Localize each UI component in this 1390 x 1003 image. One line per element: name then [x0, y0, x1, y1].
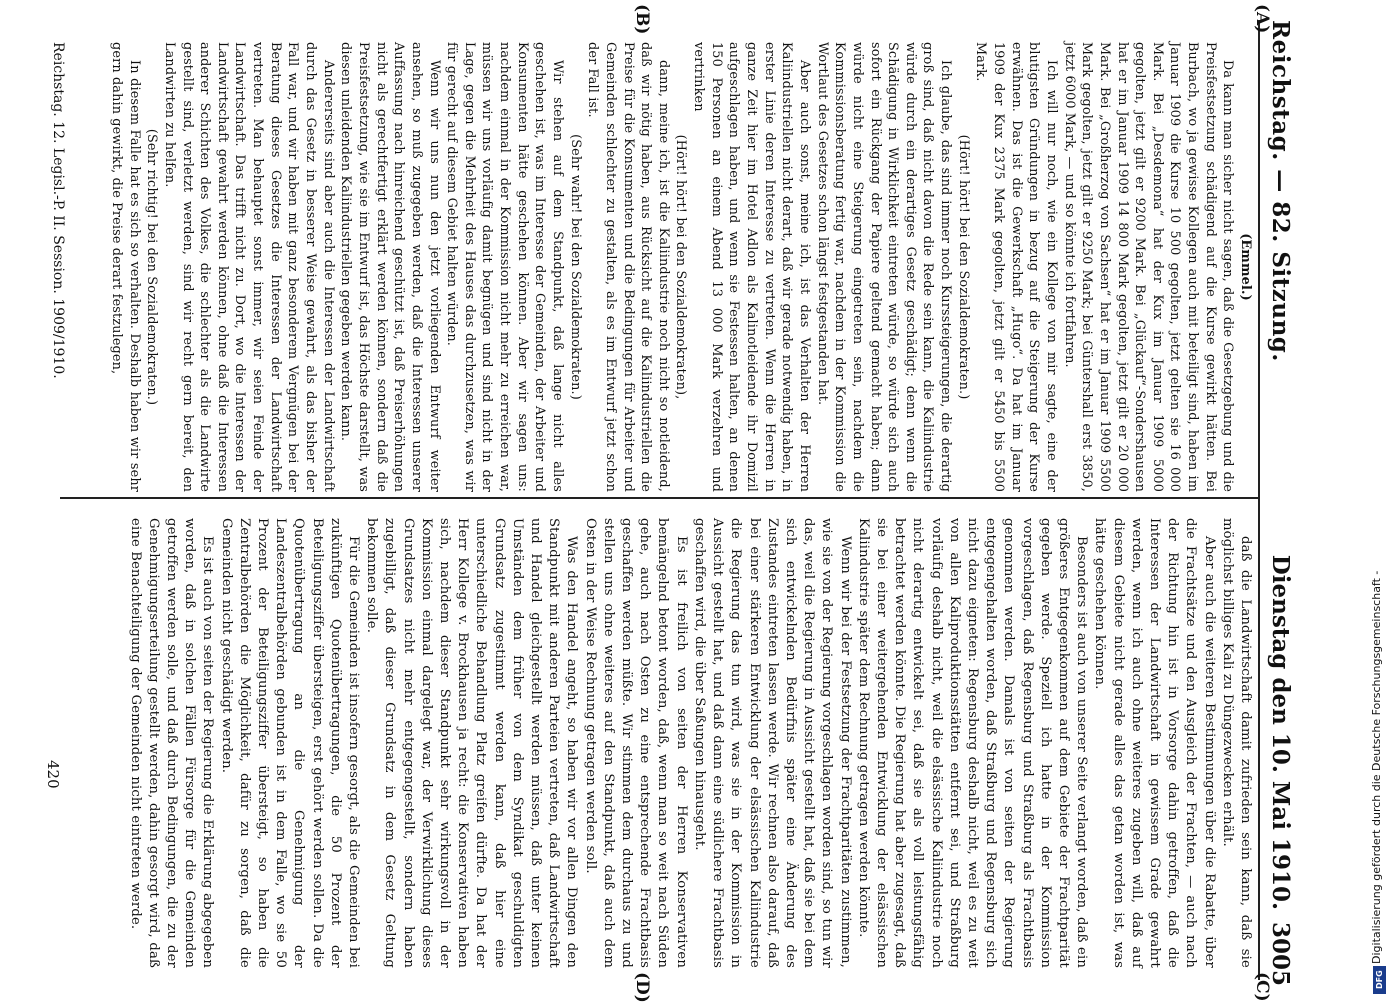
- paragraph: Wenn wir bei der Festsetzung der Frachtparitäten zustimmen, wie sie von der Regierung vorgeschlagen worden sind, so tun wir das, weil die Regierung in Aussicht gestellt hat, daß sie bei dem sich entwickelnden Bedürfnis später eine Änderung des Zustandes eintreten lassen werde. Wir rechnen also darauf, daß bei einer stärkeren Entwicklung der elsässischen Kaliindustrie die Regierung das tun wird, was sie in der Kommission in Aussicht gestellt hat, und daß dann eine südlichere Frachtbasis geschaffen wird, die über Saßungen hinausgeht.: [691, 518, 853, 968]
- paragraph: Aber auch sonst, meine ich, ist das Verhalten der Herren Kaliindustriellen nicht derart, daß wir gerade notwendig haben, in erster Linie deren Interesse zu vertreten. Wenn die Herren in ganze Zeit hier im Hotel Adlon als Kalinotleidende ihr Domizil aufgeschlagen haben, und wenn sie Festessen halten, an denen 150 Personen an einem Abend 13 000 Mark verzehren und vertrinken: [691, 42, 812, 492]
- digitization-sidebar: [1370, 0, 1384, 1000]
- left-column: [107, 42, 1254, 492]
- document-page: [2, 0, 1312, 1003]
- margin-marker-a: (A): [1252, 4, 1272, 34]
- paragraph: Wir stehen auf dem Standpunkt, daß lange nicht alles geschehen ist, was im Interesse der Gemeinden, der Arbeiter und Konsumenten hätte geschehen können. Aber wir sagen uns: nachdem einmal in der Kommission nicht mehr zu erreichen war, müssen wir uns vorläufig damit begnügen und sind nicht in der Lage, gegen die Mehrheit des Hauses das durchzusetzen, was wir für gerecht auf diesem Gebiet halten würden.: [444, 42, 566, 492]
- paragraph: Ich will nur noch, wie ein Kollege von mir sagte, eine der blutigsten Gründungen in bezug auf die Steigerung der Kurse erwähnen. Das ist die Gewerkschaft „Hugo“. Da hat im Januar 1909 der Kux 2375 Mark gegolten, jetzt gilt er 5450 bis 5500 Mark.: [973, 42, 1059, 492]
- paragraph: dann, meine ich, ist die Kaliindustrie noch nicht so notleidend, daß wir nötig haben, aus Rücksicht auf die Kaliindustriellen die Preise für die Konsumenten und die Bedingungen für Arbeiter und Gemeinden schlechter zu gestalten, als es im Entwurf jetzt schon der Fall ist.: [585, 42, 671, 492]
- footer-session: Reichstag. 12. Legisl.-P. II. Session. 1909/1910.: [50, 42, 66, 379]
- funding-credit: Digitalisierung gefördert durch die Deutsche Forschungsgemeinschaft -: [1370, 570, 1383, 964]
- speaker-name: (Emmel.): [1238, 233, 1253, 301]
- interjection: (Sehr wahr! bei den Sozialdemokraten.): [567, 134, 583, 400]
- paragraph: Es ist freilich von seiten der Herren Konservativen bemängelnd betont worden, daß, wenn man so weit nach Süden gehe, auch nach Osten zu eine entsprechende Frachtbasis geschaffen werden müßte. Wir stimmen dem durchaus zu und stellen uns ohne weiteres auf den Standpunkt, daß auch dem Osten in der Weise Rechnung getragen werden soll.: [582, 518, 689, 968]
- paragraph: Aber auch die weiteren Bestimmungen über die Rabatte, über die Frachtsätze und den Ausgleich der Frachten, — auch nach der Richtung hin ist in Vorsorge dahin getroffen, daß die Interessen der Landwirtschaft in gewissem Grade gewahrt werden, wenn ich auch ohne weiteres zugeben will, daß auf diesem Gebiete nicht gerade alles das getan worden ist, was hätte geschehen können.: [1092, 518, 1217, 968]
- interjection: (Sehr richtig! bei den Sozialdemokraten.): [144, 128, 160, 406]
- margin-marker-c: (C): [1252, 972, 1272, 1002]
- interjection: (Hört! hört! bei den Sozialdemokraten),: [673, 134, 689, 400]
- interjection: (Hört! hört! bei den Sozialdemokraten.): [955, 134, 971, 400]
- paragraph: daß die Landwirtschaft damit zufrieden sein kann, daß sie möglichst billiges Kali zu Düngezwecken erhält.: [1219, 518, 1253, 968]
- paragraph: Für die Gemeinden ist insofern gesorgt, als die Gemeinden bei zukünftigen Quotenübertragungen, die 50 Prozent der Beteiligungsziffer übersteigen, erst gehört werden sollen. Da die Quotenübertragung an die Genehmigung der Landeszentralbehörden gebunden ist in dem Falle, wo sie 50 Prozent der Beteiligungsziffer übersteigt, so haben die Zentralbehörden die Möglichkeit, dafür zu sorgen, daß die Gemeinden nicht geschädigt werden.: [218, 518, 362, 968]
- paragraph: In diesem Falle hat es sich so verhalten. Deshalb haben wir sehr gern dahin gewirkt, die Preise derart festzulegen,: [109, 42, 142, 492]
- footer-page-mark: 420: [44, 760, 62, 789]
- dfg-logo: DFG: [1373, 966, 1386, 994]
- header-left: Reichstag. — 82. Sitzung.: [1267, 20, 1294, 362]
- paragraph: Andererseits sind aber auch die Interessen der Landwirtschaft durch das Gesetz in besserer Weise gewahrt, als das bisher der Fall war, und wir haben mit ganz besonderem Vergnügen bei der Beratung dieses Gesetzes die Interessen der Landwirtschaft vertreten. Man behauptet sonst immer, wir seien Feinde der Landwirtschaft. Das trifft nicht zu. Dort, wo die Interessen der Landwirtschaft gewahrt werden können, ohne daß die Interessen anderer Schichten des Volkes, die schlechter als die Landwirte gestellt sind, verletzt werden, sind wir recht gern bereit, den Landwirten zu helfen.: [161, 42, 336, 492]
- page-number: 3005: [1267, 921, 1294, 986]
- paragraph: Was den Handel angeht, so haben wir vor allen Dingen den Standpunkt mit anderen Parteien vertreten, daß Landwirtschaft und Handel gleichgestellt werden müssen, daß unter keinen Umständen dem früher von dem Syndikat geschuldigten Grundsatz zugestimmt werden kann, daß hier eine unterschiedliche Behandlung Platz greifen dürfte. Da hat der Herr Kollege v. Brockhausen ja recht: die Konservativen haben sich, nachdem dieser Standpunkt sehr wirkungsvoll in der Kommission einmal dargelegt war, der Verwirklichung dieses Grundsatzes nicht mehr entgegengestellt, sondern haben zugebilligt, daß dieser Grundsatz in dem Gesetz Geltung bekommen solle.: [364, 518, 580, 968]
- right-column: [125, 518, 1254, 968]
- paragraph: Es ist auch von seiten der Regierung die Erklärung abgegeben worden, daß in solchen Fällen Fürsorge für die Gemeinden getroffen werden solle, und daß durch Bedingungen, die zu der Genehmigungserteilung gestellt werden, dahin gesorgt wird, daß eine Benachteiligung der Gemeinden nicht eintreten werde.: [127, 518, 216, 968]
- margin-marker-d: (D): [632, 972, 652, 1003]
- margin-marker-b: (B): [632, 4, 652, 35]
- paragraph: Ich glaube, das sind immer noch Kurssteigerungen, die derartig groß sind, daß nicht davon die Rede sein kann, die Kaliindustrie würde durch ein derartiges Gesetz geschädigt; denn wenn die Schädigung in Wirklichkeit eintreten würde, so würde sich auch sofort ein Rückgang der Papiere geltend gemacht haben; dann würde nicht eine Steigerung eingetreten sein, nachdem die Kommissionsberatung fertig war, nachdem in der Kommission die Wortlaut des Gesetzes schon längst festgestanden hat.: [814, 42, 954, 492]
- paragraph: Wenn wir uns nun den jetzt vorliegenden Entwurf weiter ansehen, so muß zugegeben werden, daß die Interessen unserer Auffassung nach hinreichend geschützt ist, daß Preiserhöhungen nicht als gerechtfertigt erklärt werden können, sondern daß die Preisfestsetzung, wie sie im Entwurf ist, das Höchste darstellt, was diesen unleidenden Kaliindustriellen gegeben werden kann.: [338, 42, 442, 492]
- page-header: [1264, 20, 1298, 986]
- column-divider: [60, 497, 1260, 499]
- paragraph: Da kann man sicher nicht sagen, daß die Gesetzgebung und die Preisfestsetzung schädigend auf die Kurse gewirkt hätten. Bei Burbach, wo ja gewisse Kollegen auch mit beteiligt sind, haben im Januar 1909 die Kurse 10 500 gegolten, jetzt gelten sie 16 000 Mark. Bei „Desdemona“ hat der Kux im Januar 1909 5000 gegolten, jetzt gilt er 9200 Mark. Bei „Glückauf“-Sondershausen hat er im Januar 1909 14 800 Mark gegolten, jetzt gilt er 20 000 Mark. Bei „Großherzog von Sachsen“ hat er im Januar 1909 5500 Mark gegolten, jetzt gilt er 9250 Mark; bei Güntershall erst 3850, jetzt 6000 Mark, — und so könnte ich fortfahren.: [1061, 42, 1236, 492]
- paragraph: Besonders ist auch von unserer Seite verlangt worden, daß ein größeres Entgegenkommen auf dem Gebiete der Frachtparität gegeben werde. Speziell ich hatte in der Kommission vorgeschlagen, daß Regensburg und Straßburg als Frachtbasis genommen werden. Damals ist von seiten der Regierung entgegengehalten worden, daß Straßburg und Regensburg sich nicht dazu eigneten: Regensburg deshalb nicht, weil es zu weit von allen Kaliproduktionsstätten entfernt sei, und Straßburg vorläufig deshalb nicht, weil die elsässische Kaliindustrie noch nicht derartig entwickelt sei, daß sie als voll leistungsfähig betrachtet werden könnte. Die Regierung hat aber zugesagt, daß sie bei einer weitergehenden Entwicklung der elsässischen Kaliindustrie später dem Rechnung getragen werden könnte.: [855, 518, 1090, 968]
- header-date: Dienstag den 10. Mai 1910.: [1267, 554, 1294, 910]
- header-rule: [1258, 20, 1260, 980]
